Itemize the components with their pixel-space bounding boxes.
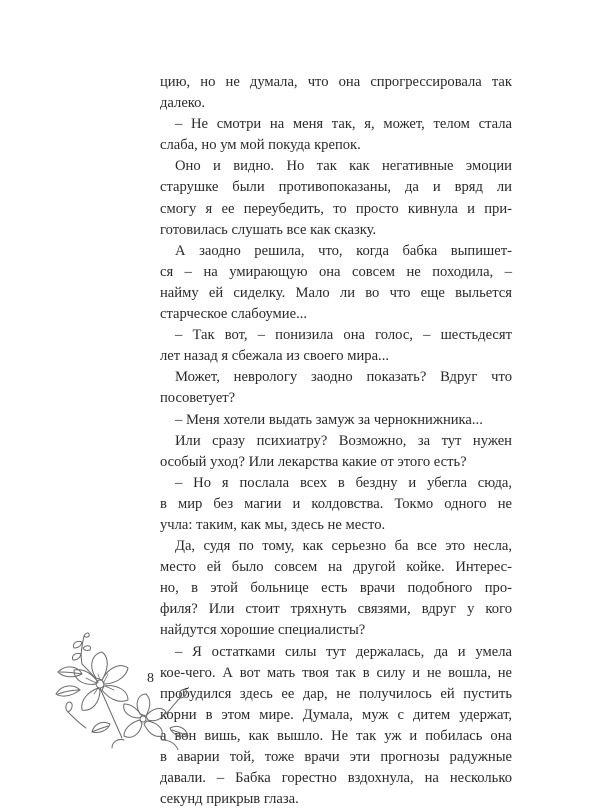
text-line: корни в этом мире. Думала, муж с дитем удержат, — [160, 706, 512, 723]
text-line: Да, судя по тому, как серьезно ба все это несла, — [175, 538, 512, 555]
text-line: учла: таким, как мы, здесь не место. — [160, 516, 386, 533]
text-line: кое-чего. А вот мать твоя так в силу и не вошла, не — [160, 664, 512, 681]
text-line: особый уход? Или лекарства какие от этого есть? — [160, 453, 467, 470]
text-line: смогу я ее переубедить, то просто кивнула и при- — [160, 200, 512, 217]
text-line: Или сразу психиатру? Возможно, за тут нужен — [175, 432, 512, 449]
text-line: лет назад я сбежала из своего мира... — [160, 348, 389, 365]
text-line: давали. – Бабка горестно вздохнула, на несколько — [160, 770, 512, 787]
text-line: ся – на умирающую она совсем не походила, – — [160, 263, 512, 280]
text-line: посоветует? — [160, 390, 236, 407]
text-line: Оно и видно. Но так как негативные эмоции — [175, 158, 512, 175]
text-line: далеко. — [160, 95, 206, 112]
text-line: старческое слабоумие... — [160, 306, 308, 323]
text-line: но, в этой больнице есть врачи подобного про- — [160, 580, 512, 597]
text-line: А заодно решила, что, когда бабка выпишет- — [175, 242, 512, 259]
text-line: – Меня хотели выдать замуж за чернокнижника... — [175, 411, 483, 428]
body-text — [160, 72, 512, 810]
text-line: – Не смотри на меня так, я, может, телом стала — [175, 116, 512, 133]
page-number: 8 — [147, 671, 154, 686]
text-line: – Я остатками силы тут держалась, да и умела — [175, 643, 512, 660]
text-line: Может, неврологу заодно показать? Вдруг что — [175, 369, 512, 386]
floral-ornament-icon — [52, 628, 202, 750]
text-line: – Так вот, – понизила она голос, – шестьдесят — [175, 327, 512, 344]
text-line: пробудился здесь ее дар, не получилось ей пустить — [160, 685, 512, 702]
text-line: место ей было совсем на другой койке. Интерес- — [160, 559, 512, 576]
text-line: цию, но не думала, что она спрогрессировала так — [160, 74, 512, 90]
text-line: найму ей сиделку. Мало ли во что еще выльется — [160, 284, 512, 301]
text-line: в аварии той, тоже врачи эти прогнозы радужные — [160, 749, 512, 765]
text-line: – Но я послала всех в бездну и убегла сюда, — [175, 474, 512, 491]
text-line: старушке были противопоказаны, да и вряд ли — [160, 179, 512, 196]
text-line: в мир без магии и колдовства. Токмо одного не — [160, 495, 512, 512]
text-line: секунд прикрыв глаза. — [160, 791, 299, 808]
text-line: а вон вишь, как вышло. Не так уж и побилась она — [160, 727, 512, 744]
text-line: филя? Или стоит тряхнуть связями, вдруг у кого — [160, 601, 512, 618]
text-line: слаба, но ум мой покуда крепок. — [160, 137, 361, 154]
text-line: найдутся хорошие специалисты? — [160, 622, 366, 639]
text-line: готовилась слушать все как сказку. — [160, 221, 377, 238]
